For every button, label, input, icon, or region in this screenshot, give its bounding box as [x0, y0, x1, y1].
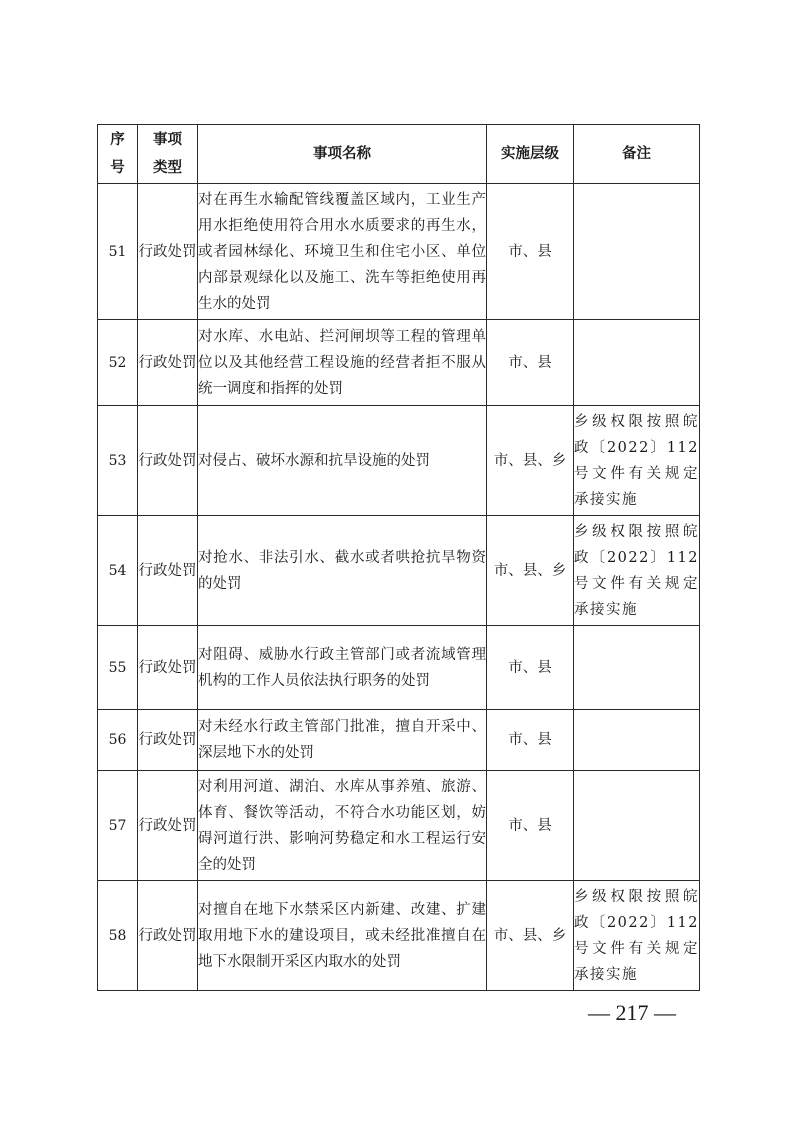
row-name: 对利用河道、湖泊、水库从事养殖、旅游、体育、餐饮等活动，不符合水功能区划，妨碍河道行洪、影响河势稳定和水工程运行安全的处罚 [198, 771, 487, 881]
row-type: 行政处罚 [138, 516, 198, 626]
header-level: 实施层级 [487, 125, 574, 184]
table-row [98, 771, 700, 881]
row-no: 53 [98, 406, 138, 516]
table-row [98, 710, 700, 771]
row-no: 56 [98, 710, 138, 771]
row-note [574, 320, 700, 406]
table-row [98, 406, 700, 516]
row-note [574, 626, 700, 710]
row-type: 行政处罚 [138, 320, 198, 406]
row-no: 58 [98, 881, 138, 991]
row-level: 市、县 [487, 626, 574, 710]
table-row [98, 626, 700, 710]
row-name: 对阻碍、威胁水行政主管部门或者流域管理机构的工作人员依法执行职务的处罚 [198, 626, 487, 710]
row-level: 市、县、乡 [487, 881, 574, 991]
table-row [98, 320, 700, 406]
row-no: 55 [98, 626, 138, 710]
row-note [574, 184, 700, 320]
row-note [574, 771, 700, 881]
row-type: 行政处罚 [138, 626, 198, 710]
header-type: 事项类型 [138, 125, 198, 184]
row-level: 市、县 [487, 320, 574, 406]
row-name: 对抢水、非法引水、截水或者哄抢抗旱物资的处罚 [198, 516, 487, 626]
table-row [98, 516, 700, 626]
page-number: — 217 — [588, 1000, 676, 1025]
row-note: 乡级权限按照皖政〔2022〕112号文件有关规定承接实施 [574, 406, 700, 516]
header-no: 序号 [98, 125, 138, 184]
row-note: 乡级权限按照皖政〔2022〕112号文件有关规定承接实施 [574, 516, 700, 626]
row-type: 行政处罚 [138, 771, 198, 881]
row-level: 市、县、乡 [487, 516, 574, 626]
row-type: 行政处罚 [138, 710, 198, 771]
header-name: 事项名称 [198, 125, 487, 184]
row-name: 对水库、水电站、拦河闸坝等工程的管理单位以及其他经营工程设施的经营者拒不服从统一调度和指挥的处罚 [198, 320, 487, 406]
matters-table [97, 124, 700, 991]
row-type: 行政处罚 [138, 184, 198, 320]
row-type: 行政处罚 [138, 406, 198, 516]
row-no: 57 [98, 771, 138, 881]
row-type: 行政处罚 [138, 881, 198, 991]
row-name: 对未经水行政主管部门批准，擅自开采中、深层地下水的处罚 [198, 710, 487, 771]
table-header-row [98, 125, 700, 184]
row-no: 54 [98, 516, 138, 626]
row-name: 对在再生水输配管线覆盖区域内，工业生产用水拒绝使用符合用水水质要求的再生水，或者园林绿化、环境卫生和住宅小区、单位内部景观绿化以及施工、洗车等拒绝使用再生水的处罚 [198, 184, 487, 320]
header-note: 备注 [574, 125, 700, 184]
row-level: 市、县 [487, 710, 574, 771]
row-note: 乡级权限按照皖政〔2022〕112号文件有关规定承接实施 [574, 881, 700, 991]
table-row [98, 184, 700, 320]
row-name: 对侵占、破坏水源和抗旱设施的处罚 [198, 406, 487, 516]
row-no: 52 [98, 320, 138, 406]
row-name: 对擅自在地下水禁采区内新建、改建、扩建取用地下水的建设项目，或未经批准擅自在地下水限制开采区内取水的处罚 [198, 881, 487, 991]
row-level: 市、县 [487, 184, 574, 320]
row-level: 市、县、乡 [487, 406, 574, 516]
row-note [574, 710, 700, 771]
row-level: 市、县 [487, 771, 574, 881]
table-row [98, 881, 700, 991]
row-no: 51 [98, 184, 138, 320]
